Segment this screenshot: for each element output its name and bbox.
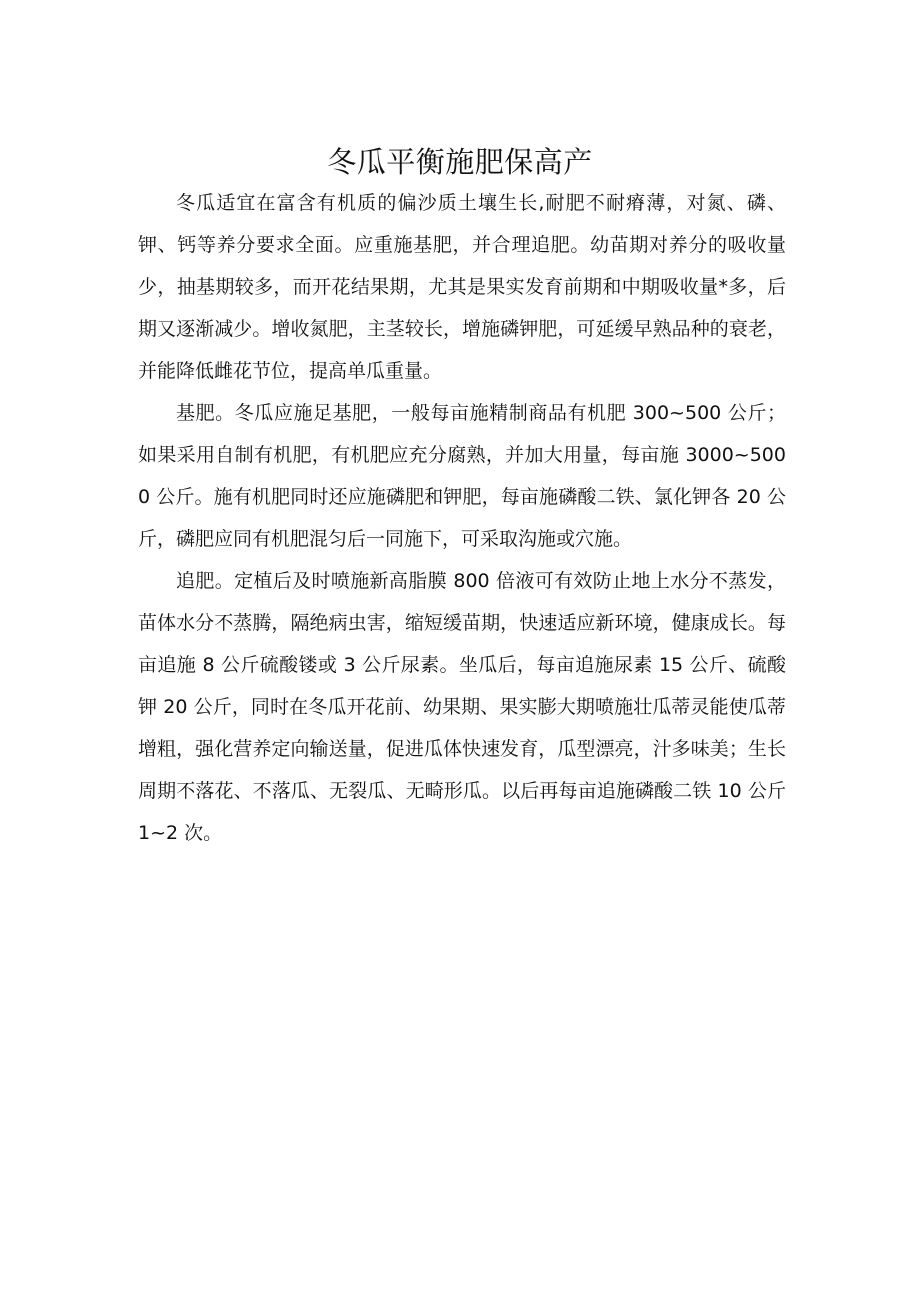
- paragraph-top-dressing: 追肥。定植后及时喷施新高脂膜 800 倍液可有效防止地上水分不蒸发，苗体水分不蒸腾，隔绝病虫害，缩短缓苗期，快速适应新环境，健康成长。每亩追施 8 公斤硫酸镂或 3 公斤尿素。坐瓜后，每亩追施尿素 15 公斤、硫酸钾 20 公斤，同时在冬瓜开花前、幼果期、果实膨大期喷施壮瓜蒂灵能使瓜蒂增粗，强化营养定向输送量，促进瓜体快速发育，瓜型漂亮，汁多味美；生长周期不落花、不落瓜、无裂瓜、无畸形瓜。以后再每亩追施磷酸二铁 10 公斤 1~2 次。: [138, 570, 786, 844]
- paragraph-base-fertilizer: 基肥。冬瓜应施足基肥，一般每亩施精制商品有机肥 300~500 公斤；如果采用自制有机肥，有机肥应充分腐熟，并加大用量，每亩施 3000~5000 公斤。施有机肥同时还应施磷肥和钾肥，每亩施磷酸二铁、氯化钾各 20 公斤，磷肥应同有机肥混匀后一同施下，可采取沟施或穴施。: [138, 402, 786, 550]
- document-title: 冬瓜平衡施肥保高产: [327, 145, 593, 180]
- paragraph-intro: 冬瓜适宜在富含有机质的偏沙质土壤生长,耐肥不耐瘠薄，对氮、磷、钾、钙等养分要求全面。应重施基肥，并合理追肥。幼苗期对养分的吸收量少，抽基期较多，而开花结果期，尤其是果实发育前期和中期吸收量*多，后期又逐渐减少。增收氮肥，主茎较长，增施磷钾肥，可延缓早熟品种的衰老，并能降低雌花节位，提高单瓜重量。: [138, 192, 786, 382]
- document-body: [138, 182, 786, 854]
